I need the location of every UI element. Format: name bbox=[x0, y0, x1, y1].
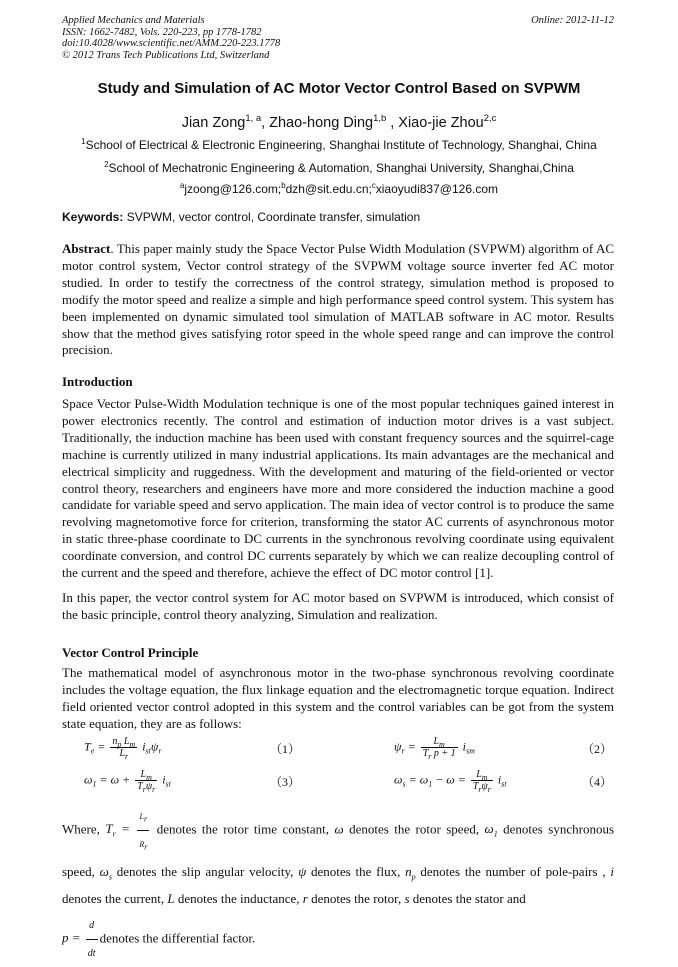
email-b-sup: b bbox=[281, 181, 286, 190]
journal-copyright: © 2012 Trans Tech Publications Ltd, Switzerland bbox=[62, 49, 270, 61]
affiliation-2-text: School of Mechatronic Engineering & Automation, Shanghai University, Shanghai,China bbox=[108, 161, 574, 175]
author-1: Jian Zong bbox=[181, 115, 246, 131]
where-text-4: denotes synchronous speed, bbox=[62, 821, 615, 879]
abstract-text: . This paper mainly study the Space Vector Pulse Width Modulation (SVPWM) algorithm of AC motor control system, Vector control strategy of the SVPWM voltage source inverter fed AC motor studied. In order to testify the correctness of the control strategy, simulation method is proposed to modify the motor speed and realize a simple and high performance speed control system. This system has been implemented on dynamic simulated tool simulation of MATLAB software in AC motor. Results show that the method gives satisfying rotor speed in the whole speed range and can improve the control precision. bbox=[62, 241, 614, 358]
affiliation-1 bbox=[0, 138, 678, 152]
abstract bbox=[62, 241, 614, 359]
affiliation-1-text: School of Electrical & Electronic Engineering, Shanghai Institute of Technology, Shanghai, China bbox=[85, 138, 597, 152]
vector-control-paragraph: The mathematical model of asynchronous motor in the two-phase synchronous revolving coordinate includes the voltage equation, the flux linkage equation and the electromagnetic torque equation. Indirect field oriented vector control adopted in this system and the control variables can be got from the system state equation, they are as follows: bbox=[62, 665, 614, 731]
introduction-paragraph-2: In this paper, the vector control system for AC motor based on SVPWM is introduced, which consist of the basic principle, control theory analyzing, Simulation and realization. bbox=[62, 590, 614, 622]
where-text-9: denotes the inductance, bbox=[174, 891, 303, 906]
introduction-heading: Introduction bbox=[62, 374, 133, 389]
keywords bbox=[62, 210, 420, 224]
email-a-sup: a bbox=[180, 181, 185, 190]
equation-2: $\psi_r$ = $\frac{L_m}{T_r p + 1}$ $i_{sm}$ bbox=[394, 736, 475, 761]
vector-control-heading: Vector Control Principle bbox=[62, 645, 199, 660]
journal-doi: doi:10.4028/www.scientific.net/AMM.220-223.1778 bbox=[62, 38, 281, 50]
author-2: , Zhao-hong Ding bbox=[261, 115, 374, 131]
author-3: , Xiao-jie Zhou bbox=[386, 115, 484, 131]
symbol-omega1: $\omega_1$ bbox=[484, 821, 498, 840]
abstract-label: Abstract bbox=[62, 241, 111, 256]
affiliation-2-sup: 2 bbox=[104, 160, 109, 169]
where-text-2: denotes the rotor time constant, bbox=[151, 821, 335, 837]
equation-3: $\omega_1 = \omega$ + $\frac{L_m}{T_r\psi_r}$ $i_{st}$ bbox=[84, 769, 171, 794]
where-paragraph bbox=[62, 803, 614, 967]
online-date: Online: 2012-11-12 bbox=[531, 15, 614, 26]
email-a[interactable]: jzoong@126.com; bbox=[184, 182, 282, 196]
journal-issn: ISSN: 1662-7482, Vols. 220-223, pp 1778-1782 bbox=[62, 26, 262, 38]
affiliation-2 bbox=[0, 161, 678, 175]
where-text-7: denotes the number of pole-pairs , bbox=[415, 864, 611, 879]
where-text-1: Where, bbox=[62, 821, 106, 837]
email-c[interactable]: xiaoyudi837@126.com bbox=[375, 182, 498, 196]
affiliation-1-sup: 1 bbox=[81, 137, 86, 146]
journal-header bbox=[62, 15, 614, 61]
where-text-3: denotes the rotor speed, bbox=[343, 821, 485, 837]
equation-3-number: （3） bbox=[270, 775, 301, 789]
equation-1: $T_e$ = $\frac{n_p L_m}{L_r}$ $i_{st}\psi_r$ bbox=[84, 736, 162, 761]
email-b[interactable]: dzh@sit.edu.cn; bbox=[285, 182, 372, 196]
symbol-i: i bbox=[610, 864, 614, 879]
author-2-sup: 1,b bbox=[373, 112, 387, 124]
where-text-6: denotes the flux, bbox=[306, 864, 406, 879]
symbol-s: s bbox=[404, 891, 410, 906]
symbol-omega: ω bbox=[334, 821, 344, 837]
author-1-sup: 1, a bbox=[245, 112, 262, 124]
email-c-sup: c bbox=[371, 181, 376, 190]
where-text-11: denotes the stator and bbox=[409, 891, 526, 906]
equation-4: $\omega_s = \omega_1 - \omega$ = $\frac{L_m}{T_r\psi_r}$ $i_{st}$ bbox=[394, 769, 507, 794]
symbol-np: $n_p$ bbox=[405, 864, 416, 882]
keywords-label: Keywords: bbox=[62, 210, 124, 224]
email-line bbox=[0, 182, 678, 196]
author-list bbox=[0, 112, 678, 131]
paper-title: Study and Simulation of AC Motor Vector Control Based on SVPWM bbox=[97, 80, 581, 97]
symbol-p: p = $\frac{d}{dt}$ bbox=[62, 930, 100, 945]
where-text-10: denotes the rotor, bbox=[307, 891, 405, 906]
where-text-5: denotes the slip angular velocity, bbox=[111, 864, 299, 879]
journal-name: Applied Mechanics and Materials bbox=[62, 15, 205, 26]
symbol-omegas: $\omega_s$ bbox=[99, 864, 112, 882]
equation-4-number: （4） bbox=[582, 775, 613, 789]
symbol-tr: $T_r$ = $\frac{Lr}{Rr}$ bbox=[105, 821, 151, 836]
author-3-sup: 2,c bbox=[483, 112, 497, 124]
equation-2-number: （2） bbox=[582, 742, 613, 756]
where-text-8: denotes the current, bbox=[62, 891, 168, 906]
introduction-paragraph-1: Space Vector Pulse-Width Modulation technique is one of the most popular techniques gained interest in power electronics recently. The control and estimation of induction motor drives is a vast subject. Traditionally, the induction machine has been used with constant frequency sources and the squirrel-cage machine is currently utilized in many industrial applications. Its main advantages are the mechanical and electrical simplicity and ruggedness. With the development and maturing of the field-oriented or vector control theory, researchers and engineers have more and more considered the induction machine a good candidate for variable speed and servo application. The main idea of vector control is to produce the same revolving magnetomotive force for criterion, transforming the stator AC currents of asynchronous motor in static three-phase coordinate to DC currents in the synchronous revolving coordinate using equivalent coordinate conversion, and control DC currents separately by which we can realize decoupling control of the current and the speed and therefore, achieve the effect of DC motor control [1]. bbox=[62, 396, 614, 581]
symbol-r: r bbox=[302, 891, 308, 906]
symbol-l: L bbox=[167, 891, 175, 906]
equation-1-number: （1） bbox=[270, 742, 301, 756]
keywords-text: SVPWM, vector control, Coordinate transfer, simulation bbox=[123, 210, 421, 224]
symbol-psi: ψ bbox=[298, 864, 307, 879]
where-text-12: denotes the differential factor. bbox=[99, 930, 256, 946]
